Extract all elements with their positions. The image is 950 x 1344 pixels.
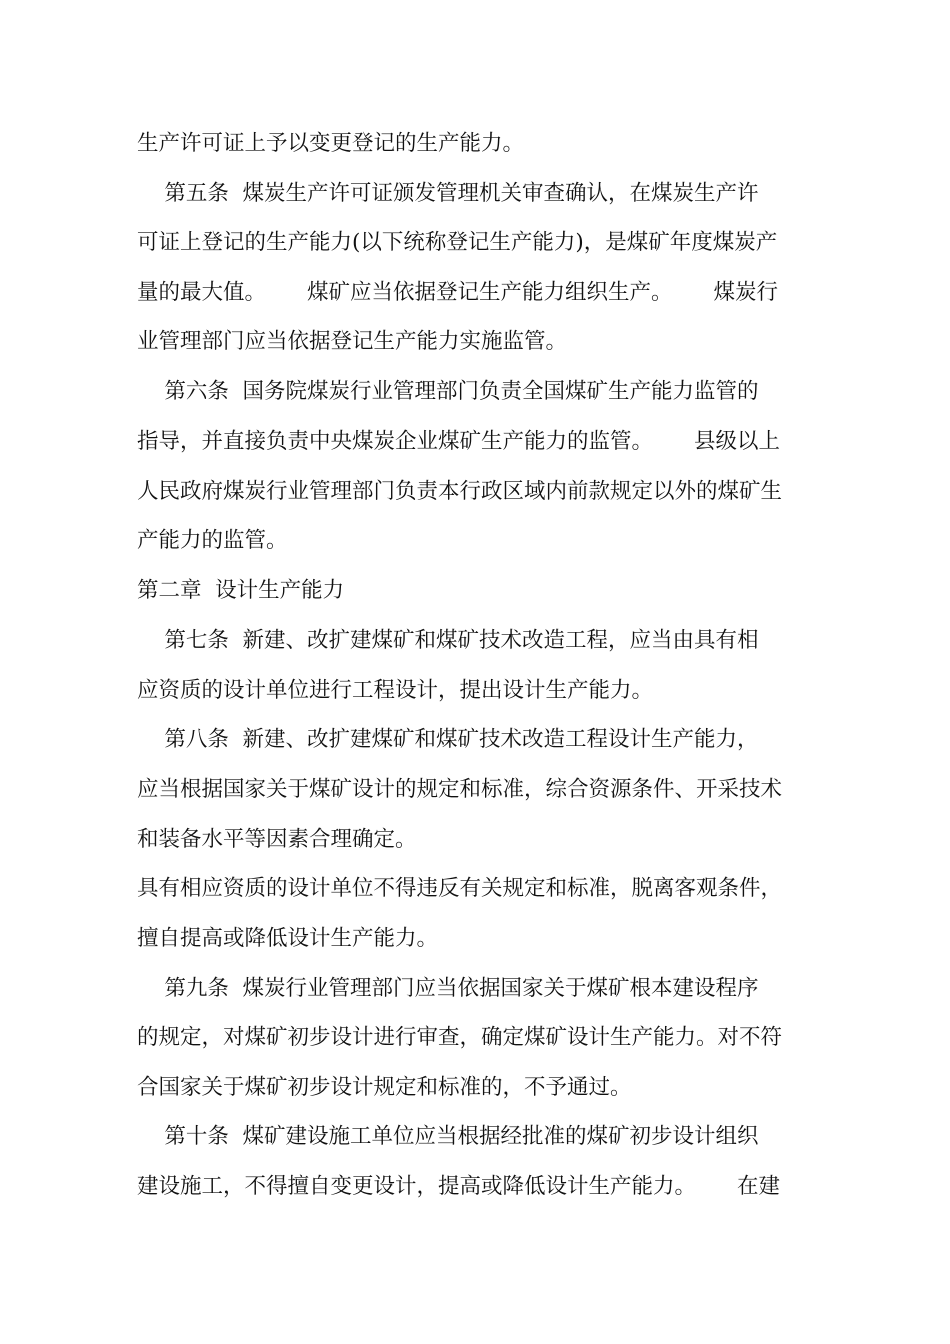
text-line: 生产许可证上予以变更登记的生产能力。: [137, 131, 525, 156]
text-line: 和装备水平等因素合理确定。: [137, 827, 417, 852]
text-line: 可证上登记的生产能力(以下统称登记生产能力)，是煤矿年度煤炭产: [137, 230, 778, 255]
text-line: 第六条 国务院煤炭行业管理部门负责全国煤矿生产能力监管的: [137, 379, 759, 404]
text-line: 建设施工，不得擅自变更设计，提高或降低设计生产能力。 在建: [137, 1174, 781, 1199]
text-line: 第五条 煤炭生产许可证颁发管理机关审查确认，在煤炭生产许: [137, 181, 759, 206]
text-line: 指导，并直接负责中央煤炭企业煤矿生产能力的监管。 县级以上: [137, 429, 781, 454]
text-line: 第八条 新建、改扩建煤矿和煤矿技术改造工程设计生产能力，: [137, 727, 759, 752]
text-line: 擅自提高或降低设计生产能力。: [137, 926, 439, 951]
text-line: 业管理部门应当依据登记生产能力实施监管。: [137, 329, 568, 354]
text-line: 第十条 煤矿建设施工单位应当根据经批准的煤矿初步设计组织: [137, 1124, 759, 1149]
text-line: 产能力的监管。: [137, 528, 288, 553]
text-line: 合国家关于煤矿初步设计规定和标准的，不予通过。: [137, 1075, 632, 1100]
text-line: 量的最大值。 煤矿应当依据登记生产能力组织生产。 煤炭行: [137, 280, 779, 305]
chapter-heading: 第二章 设计生产能力: [137, 578, 345, 603]
text-line: 应资质的设计单位进行工程设计，提出设计生产能力。: [137, 678, 654, 703]
text-line: 第九条 煤炭行业管理部门应当依据国家关于煤矿根本建设程序: [137, 976, 759, 1001]
text-line: 的规定，对煤矿初步设计进行审查，确定煤矿设计生产能力。对不符: [137, 1025, 783, 1050]
text-line: 第七条 新建、改扩建煤矿和煤矿技术改造工程，应当由具有相: [137, 628, 759, 653]
text-line: 具有相应资质的设计单位不得违反有关规定和标准，脱离客观条件，: [137, 876, 783, 901]
text-line: 人民政府煤炭行业管理部门负责本行政区域内前款规定以外的煤矿生: [137, 479, 783, 504]
text-line: 应当根据国家关于煤矿设计的规定和标准，综合资源条件、开采技术: [137, 777, 783, 802]
